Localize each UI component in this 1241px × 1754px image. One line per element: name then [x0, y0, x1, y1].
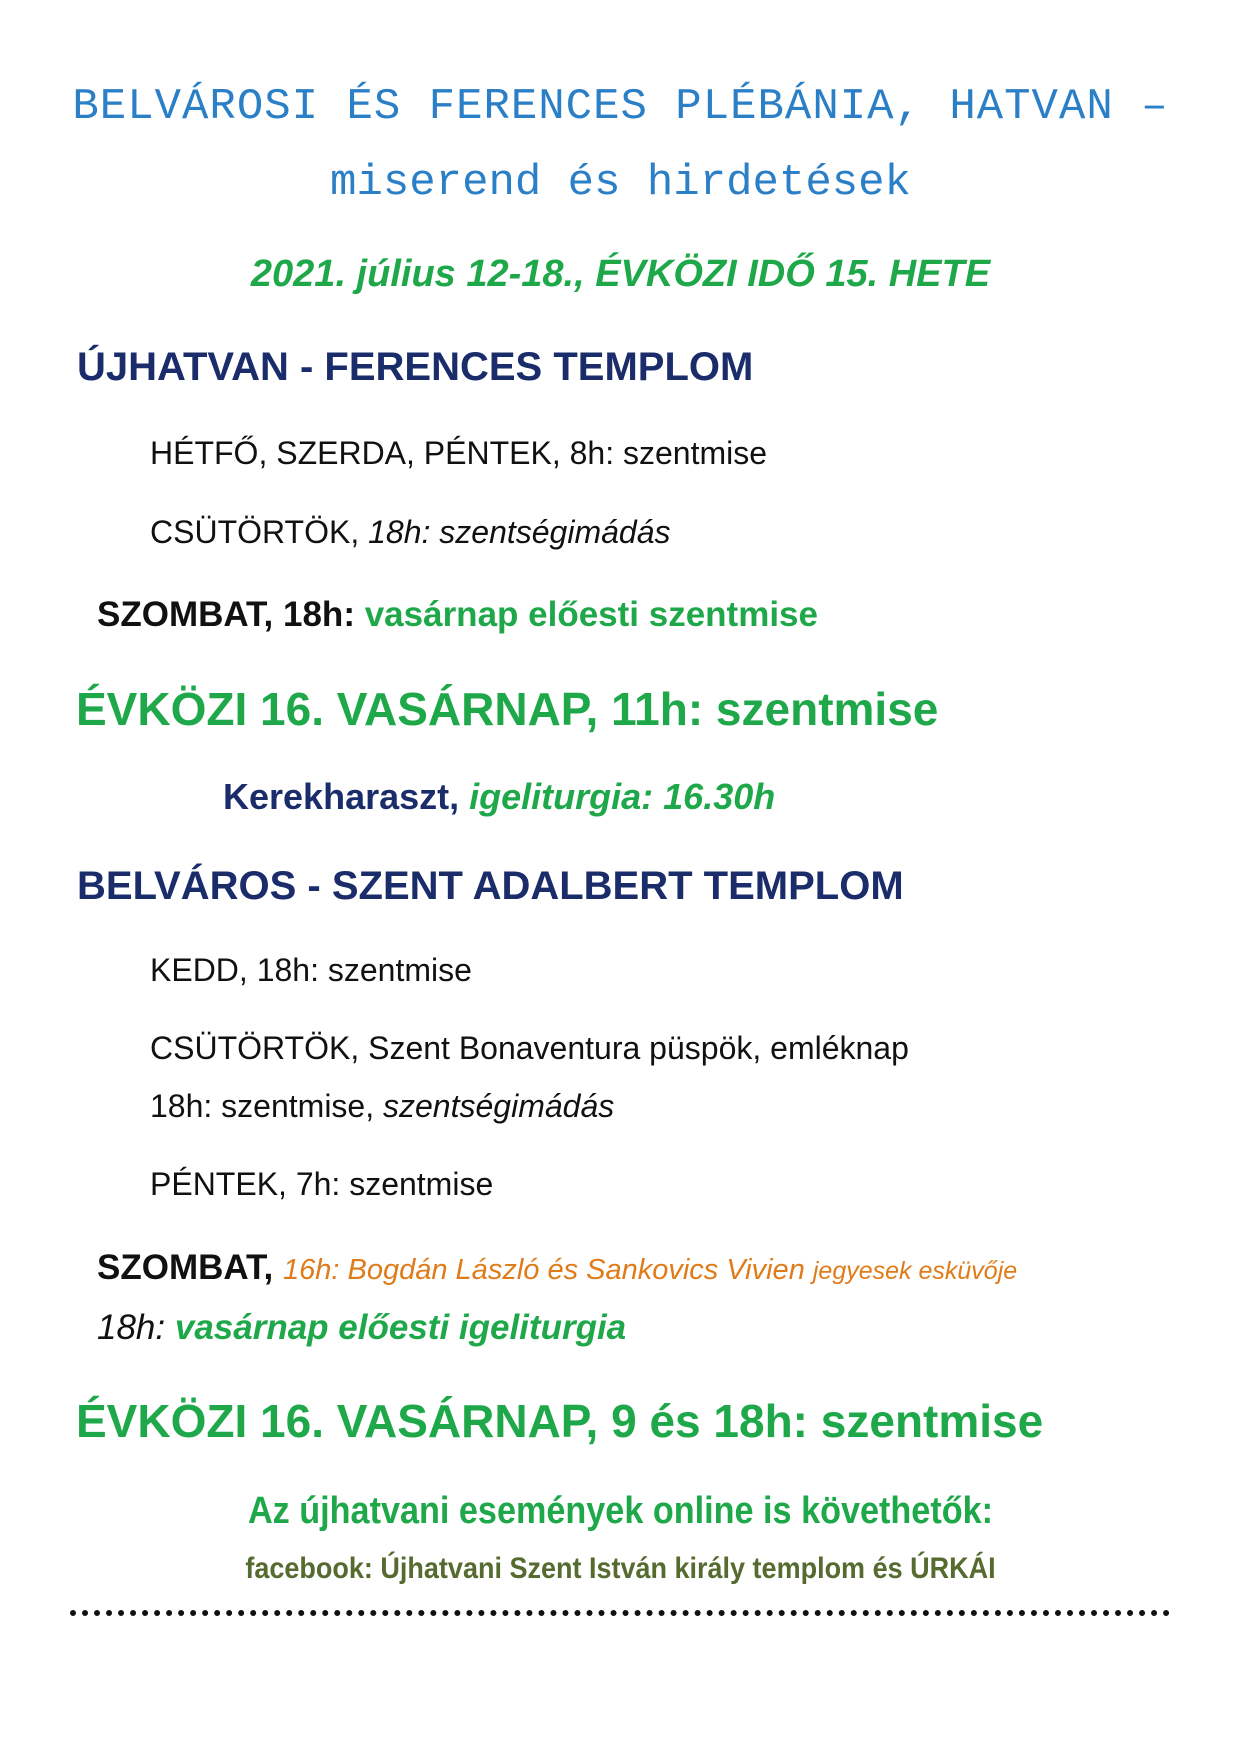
- online-notice: Az újhatvani események online is követhetők:: [247, 1490, 994, 1532]
- schedule-saturday-wedding: [97, 1248, 1017, 1288]
- schedule-saturday: [97, 595, 818, 635]
- event-label: vasárnap előesti szentmise: [364, 595, 818, 634]
- schedule-kerekharaszt: [223, 776, 775, 818]
- day-label: SZOMBAT, 18h:: [97, 595, 365, 634]
- schedule-thursday: [150, 514, 671, 551]
- wedding-label: 16h: Bogdán László és Sankovics Vivien: [283, 1254, 813, 1286]
- event-label-italic: szentségimádás: [383, 1088, 615, 1124]
- document-subtitle: miserend és hirdetések: [330, 158, 911, 208]
- week-heading: 2021. július 12-18., ÉVKÖZI IDŐ 15. HETE: [250, 253, 991, 295]
- day-label: CSÜTÖRTÖK,: [150, 514, 369, 550]
- schedule-sunday: ÉVKÖZI 16. VASÁRNAP, 11h: szentmise: [76, 683, 939, 735]
- wedding-label-small: jegyesek esküvője: [812, 1257, 1018, 1285]
- facebook-notice: facebook: Újhatvani Szent István király templom és ÚRKÁI: [245, 1552, 996, 1585]
- event-label: 18h: szentmise,: [150, 1088, 383, 1124]
- section-title-ujhatvan: ÚJHATVAN - FERENCES TEMPLOM: [77, 345, 754, 389]
- schedule-friday: PÉNTEK, 7h: szentmise: [150, 1166, 494, 1202]
- schedule-tuesday: KEDD, 18h: szentmise: [150, 952, 472, 988]
- dotted-divider: [70, 1610, 1170, 1616]
- event-label: 18h: szentségimádás: [368, 514, 671, 550]
- schedule-weekdays: HÉTFŐ, SZERDA, PÉNTEK, 8h: szentmise: [150, 435, 768, 471]
- schedule-thursday-line2: [150, 1088, 614, 1125]
- event-label: igeliturgia: 16.30h: [469, 776, 776, 817]
- place-label: Kerekharaszt,: [223, 776, 470, 817]
- schedule-saturday-evening: [97, 1308, 626, 1348]
- section-title-belvaros: BELVÁROS - SZENT ADALBERT TEMPLOM: [77, 864, 904, 908]
- event-label: vasárnap előesti igeliturgia: [174, 1308, 627, 1347]
- schedule-sunday: ÉVKÖZI 16. VASÁRNAP, 9 és 18h: szentmise: [76, 1395, 1044, 1447]
- day-label: SZOMBAT,: [97, 1248, 284, 1287]
- time-label: 18h:: [97, 1308, 175, 1347]
- schedule-thursday-line1: CSÜTÖRTÖK, Szent Bonaventura püspök, emléknap: [150, 1030, 909, 1066]
- document-title: BELVÁROSI ÉS FERENCES PLÉBÁNIA, HATVAN –: [72, 82, 1169, 132]
